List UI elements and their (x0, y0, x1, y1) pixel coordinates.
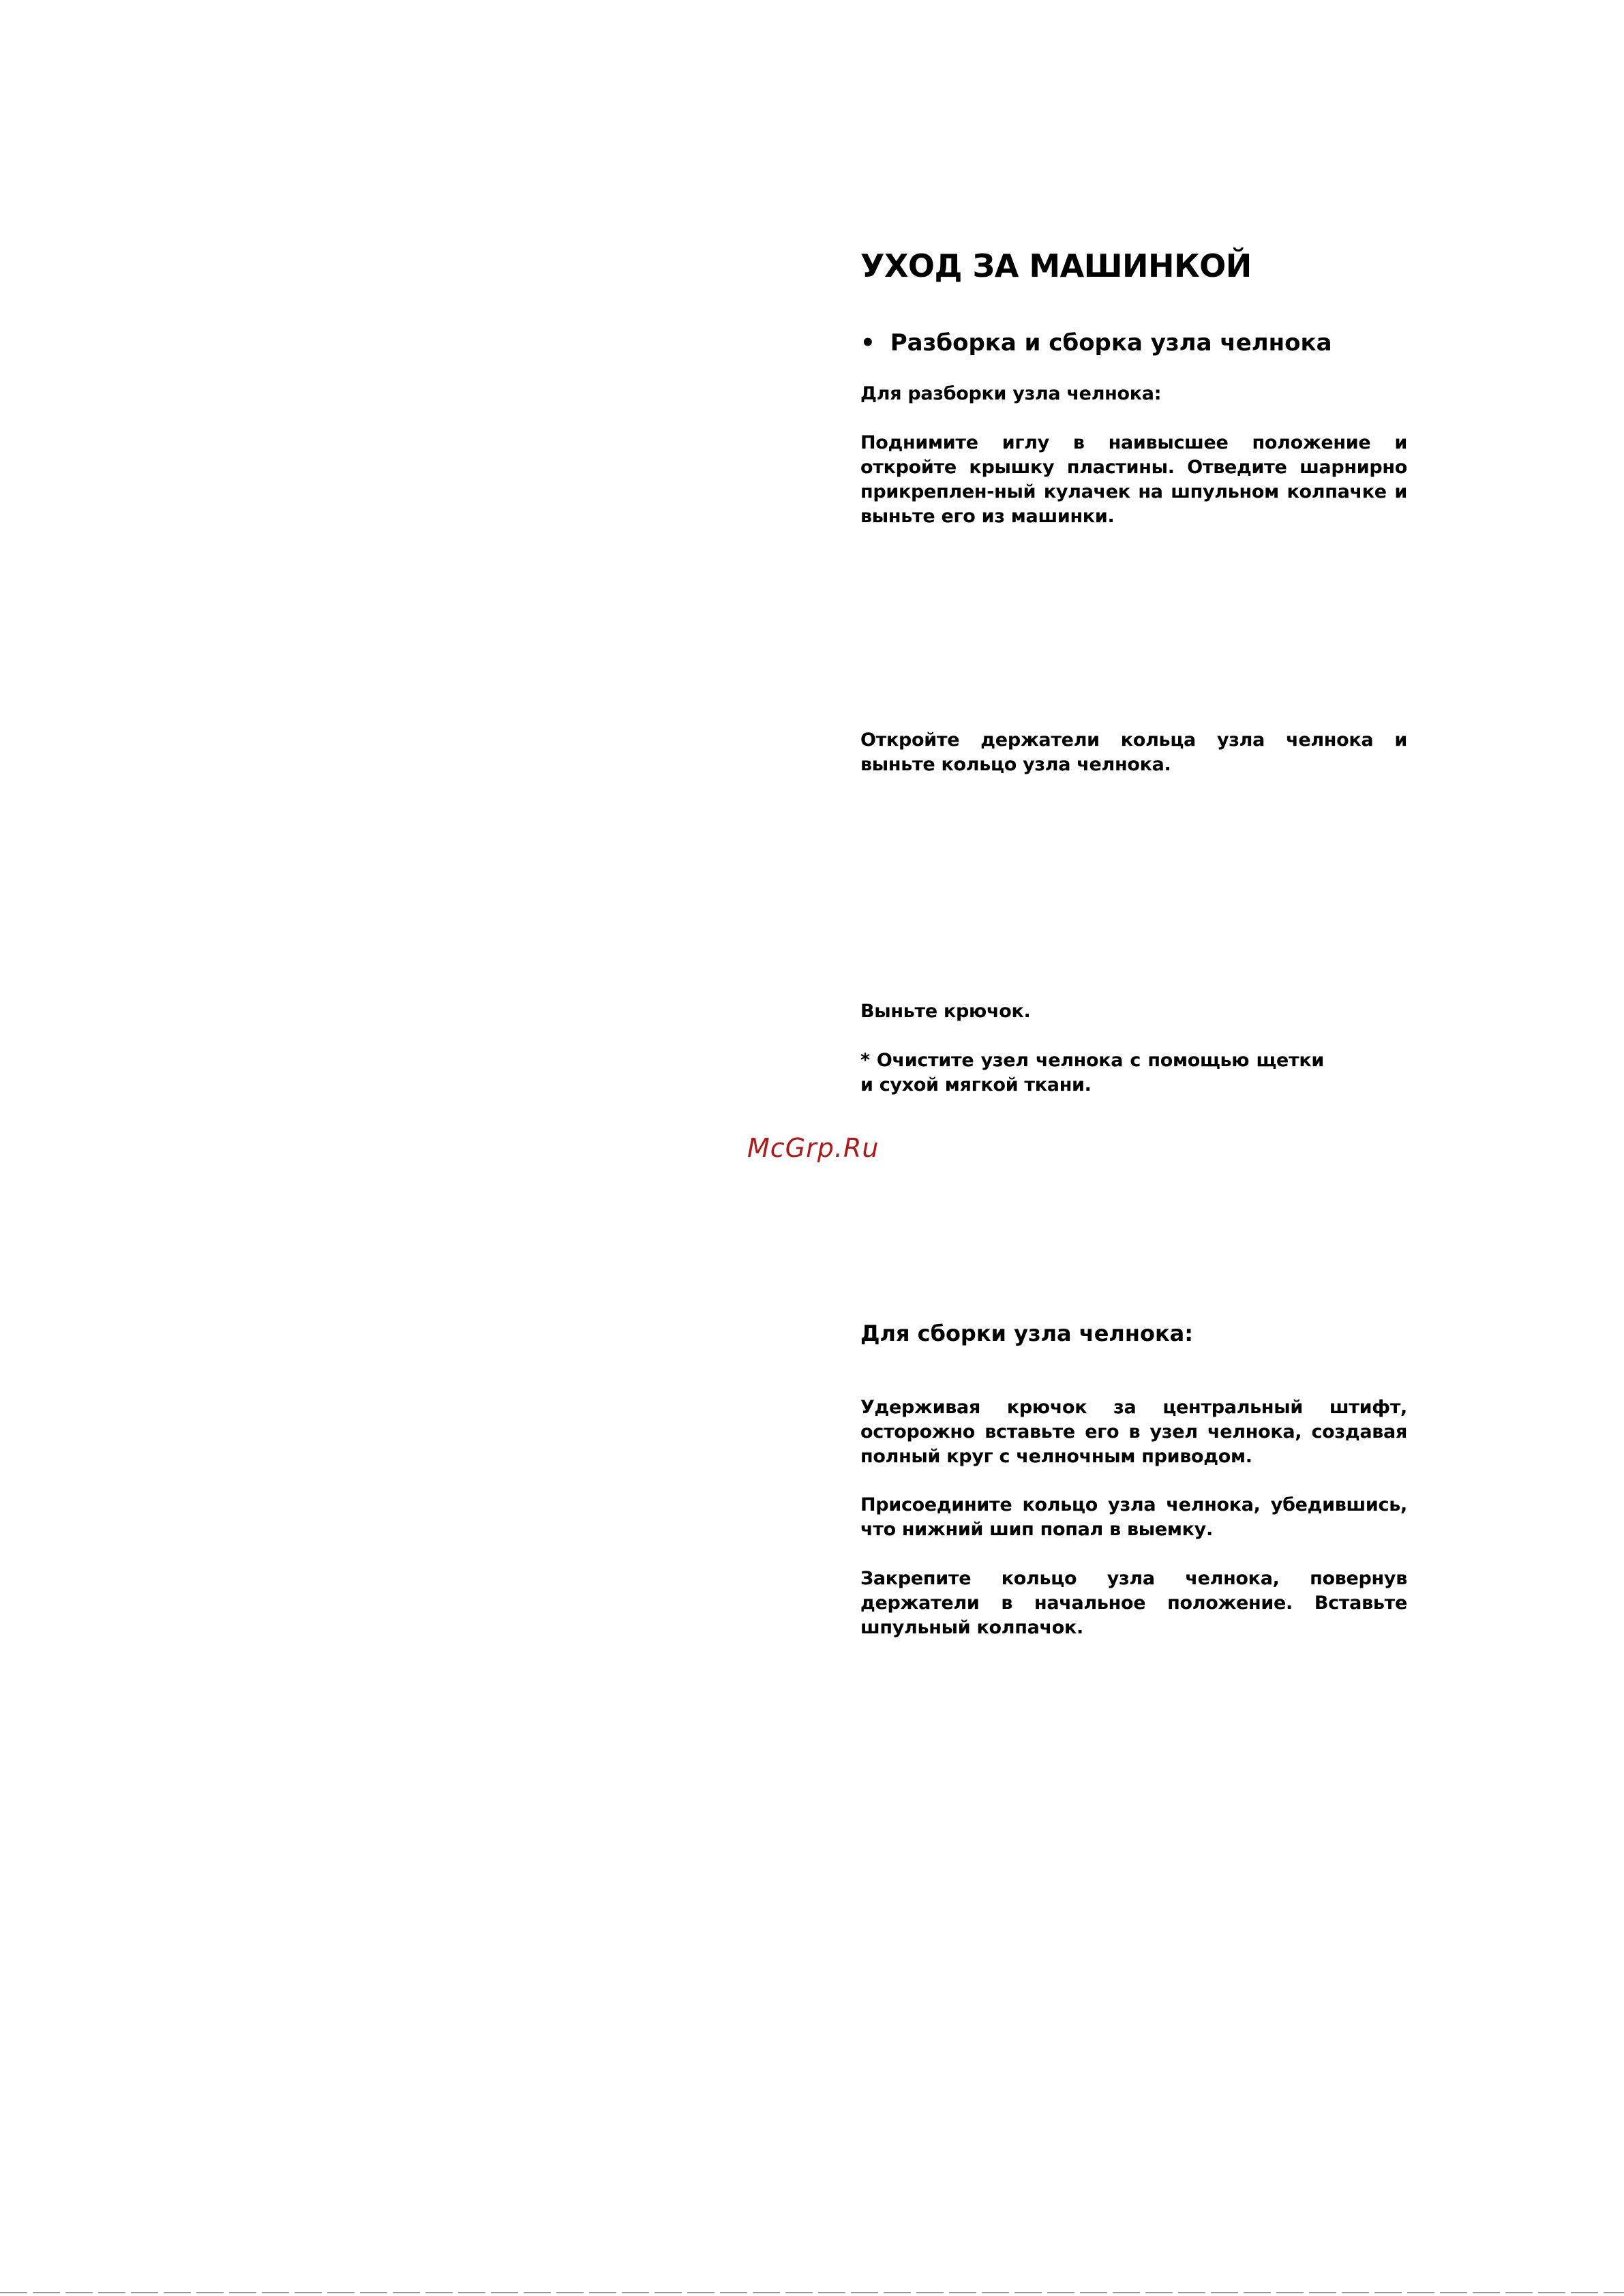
cleaning-note (860, 1048, 1324, 1098)
section-heading (860, 327, 1407, 359)
page-title: УХОД ЗА МАШИНКОЙ (860, 247, 1252, 284)
assembly-step-1: Удерживая крючок за центральный штифт, осторожно вставьте его в узел челнока, создавая полный круг с челночным приводом. (860, 1397, 1407, 1467)
disassembly-intro: Для разборки узла челнока: (860, 383, 1162, 404)
assembly-step-3: Закрепите кольцо узла челнока, повернув держатели в начальное положение. Вставьте шпульный колпачок. (860, 1568, 1407, 1638)
bullet-icon: • (860, 329, 875, 357)
section-heading-text: Разборка и сборка узла челнока (890, 329, 1332, 357)
page-bottom-divider (0, 2292, 1624, 2293)
disassembly-step-3: Выньте крючок. (860, 1001, 1031, 1022)
assembly-heading: Для сборки узла челнока: (860, 1320, 1194, 1346)
disassembly-step-1: Поднимите иглу в наивысшее положение и откройте крышку пластины. Отведите шарнирно прикреплен-ный кулачек на шпульном колпачке и выньте его из машинки. (860, 432, 1407, 527)
note-asterisk: * (860, 1050, 870, 1071)
disassembly-step-2: Откройте держатели кольца узла челнока и выньте кольцо узла челнока. (860, 729, 1407, 775)
assembly-step-2: Присоедините кольцо узла челнока, убедившись, что нижний шип попал в выемку. (860, 1494, 1407, 1540)
watermark-link[interactable]: McGrp.Ru (747, 1133, 879, 1163)
cleaning-note-text: Очистите узел челнока с помощью щетки и сухой мягкой ткани. (860, 1050, 1324, 1096)
